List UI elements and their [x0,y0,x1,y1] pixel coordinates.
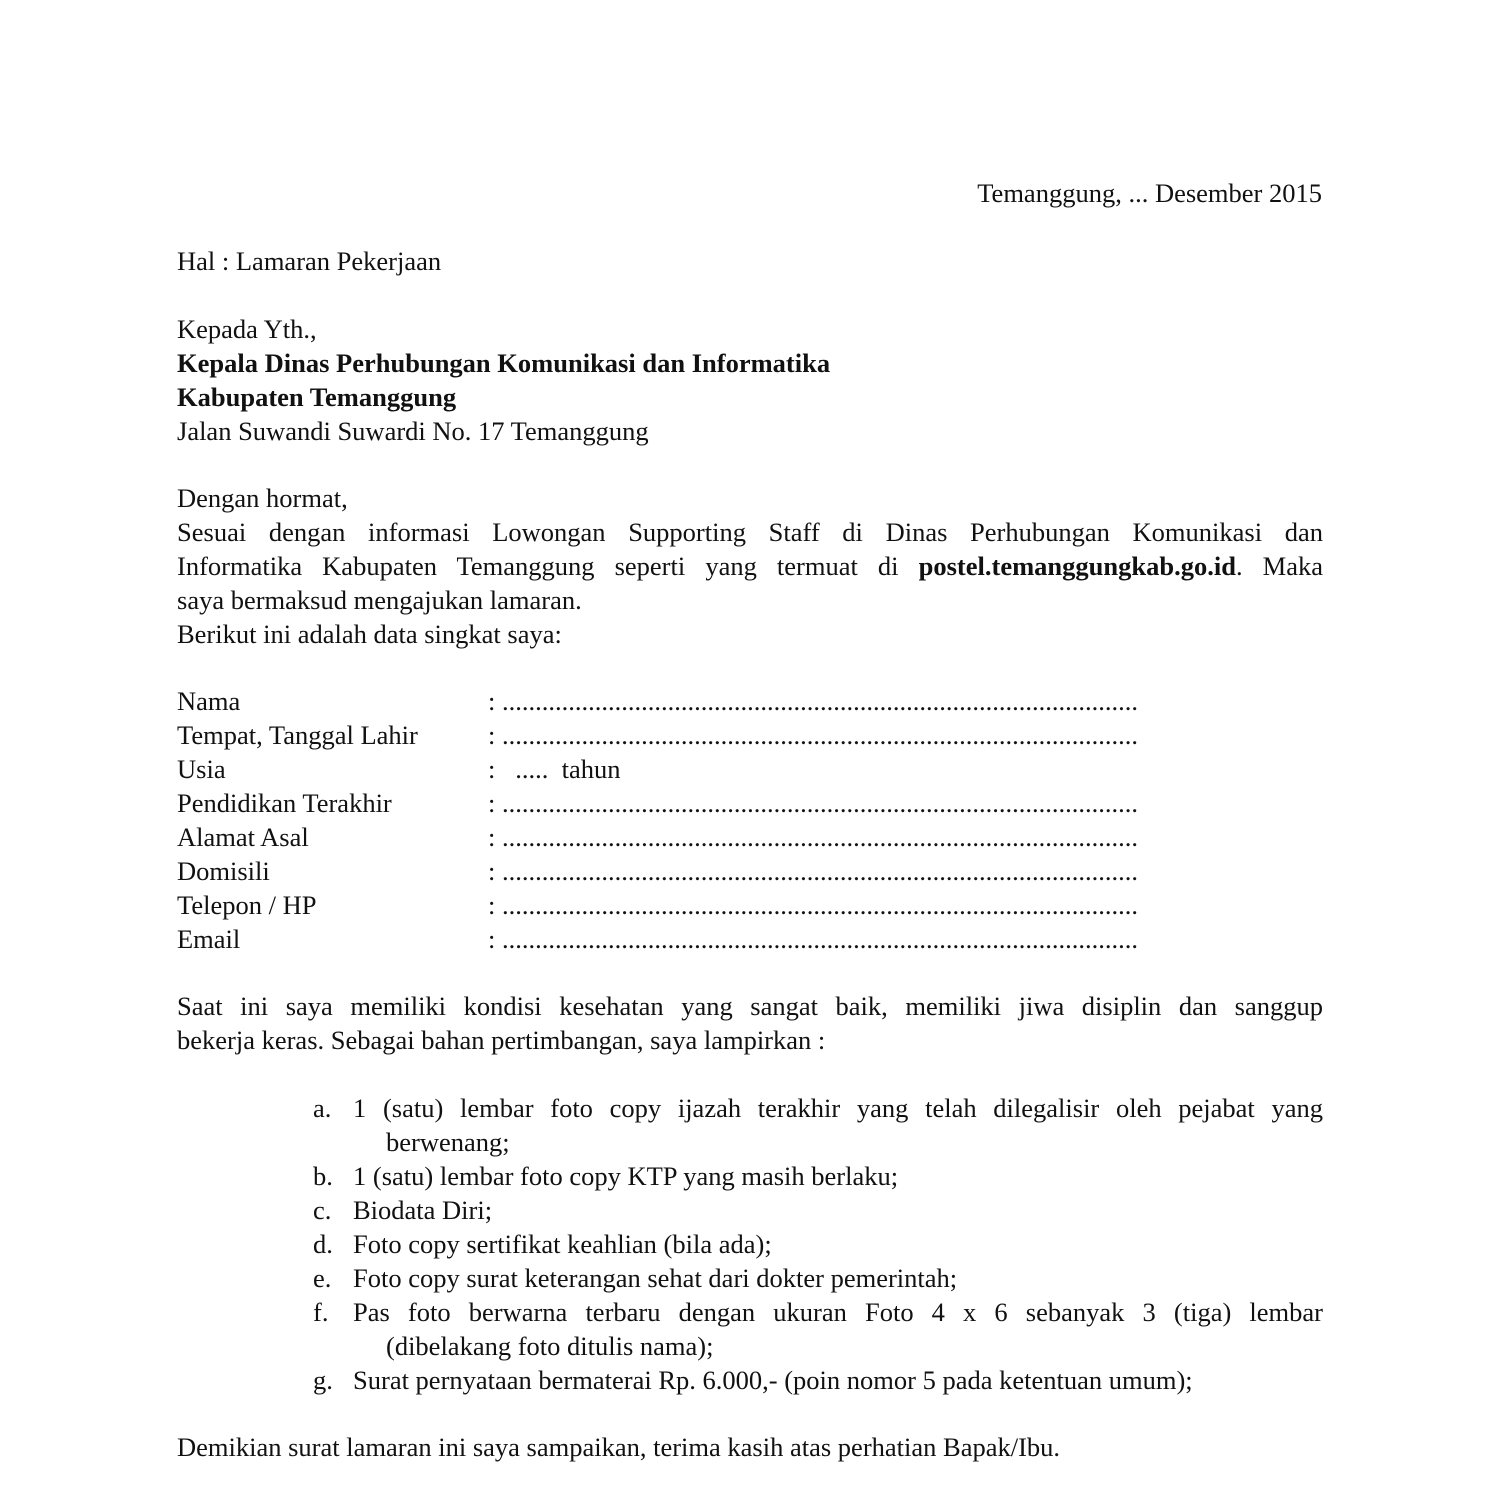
attachment-marker: e. [313,1263,332,1293]
field-label-usia: Usia [177,754,226,784]
website-link[interactable]: postel.temanggungkab.go.id [918,551,1236,581]
intro-line-2-text: Informatika Kabupaten Temanggung seperti yang termuat di [177,551,919,581]
attachment-marker: a. [313,1093,332,1123]
field-value-alamat: : ................................................................................................ [488,822,1138,852]
field-label-alamat: Alamat Asal [177,822,309,852]
field-value-nama: : ................................................................................................ [488,686,1138,716]
attachment-marker: c. [313,1195,332,1225]
field-label-email: Email [177,924,241,954]
field-value-telepon: : ................................................................................................ [488,890,1138,920]
attachment-item: Foto copy sertifikat keahlian (bila ada); [353,1229,772,1259]
recipient-title: Kepala Dinas Perhubungan Komunikasi dan Informatika [177,348,831,378]
field-label-nama: Nama [177,686,241,716]
attachment-marker: g. [313,1365,333,1395]
field-value-ttl: : ................................................................................................ [488,720,1138,750]
attachment-marker: f. [313,1297,329,1327]
recipient-office: Kabupaten Temanggung [177,382,457,412]
intro-line-2 [177,549,1323,583]
field-value-domisili: : ................................................................................................ [488,856,1138,886]
field-label-domisili: Domisili [177,856,270,886]
field-value-usia: : ..... tahun [488,754,621,784]
field-value-pendidikan: : ................................................................................................ [488,788,1138,818]
date-line: Temanggung, ... Desember 2015 [977,178,1322,208]
attachment-item-continuation: berwenang; [386,1127,510,1157]
attachment-marker: b. [313,1161,333,1191]
field-label-ttl: Tempat, Tanggal Lahir [177,720,418,750]
condition-line-2: bekerja keras. Sebagai bahan pertimbangan, saya lampirkan : [177,1025,826,1055]
attachment-item: Biodata Diri; [353,1195,493,1225]
field-value-email: : ................................................................................................ [488,924,1138,954]
attachment-item: Pas foto berwarna terbaru dengan ukuran Foto 4 x 6 sebanyak 3 (tiga) lembar [353,1297,1323,1327]
greeting: Dengan hormat, [177,483,348,513]
attachment-item: 1 (satu) lembar foto copy KTP yang masih berlaku; [353,1161,899,1191]
recipient-salutation: Kepada Yth., [177,314,317,344]
field-label-telepon: Telepon / HP [177,890,317,920]
field-label-pendidikan: Pendidikan Terakhir [177,788,392,818]
intro-line-3: saya bermaksud mengajukan lamaran. [177,585,582,615]
condition-line-1: Saat ini saya memiliki kondisi kesehatan yang sangat baik, memiliki jiwa disiplin dan sanggup [177,991,1323,1021]
intro-line-4: Berikut ini adalah data singkat saya: [177,619,562,649]
intro-line-2-tail: . Maka [1235,551,1323,581]
closing-line: Demikian surat lamaran ini saya sampaikan, terima kasih atas perhatian Bapak/Ibu. [177,1432,1061,1462]
recipient-address: Jalan Suwandi Suwardi No. 17 Temanggung [177,416,649,446]
attachment-item: 1 (satu) lembar foto copy ijazah terakhir yang telah dilegalisir oleh pejabat yang [353,1093,1323,1123]
attachment-marker: d. [313,1229,333,1259]
attachment-item: Foto copy surat keterangan sehat dari dokter pemerintah; [353,1263,958,1293]
subject-line: Hal : Lamaran Pekerjaan [177,246,442,276]
attachment-item-continuation: (dibelakang foto ditulis nama); [386,1331,714,1361]
intro-line-1: Sesuai dengan informasi Lowongan Supporting Staff di Dinas Perhubungan Komunikasi dan [177,517,1323,547]
attachment-item: Surat pernyataan bermaterai Rp. 6.000,- (poin nomor 5 pada ketentuan umum); [353,1365,1193,1395]
